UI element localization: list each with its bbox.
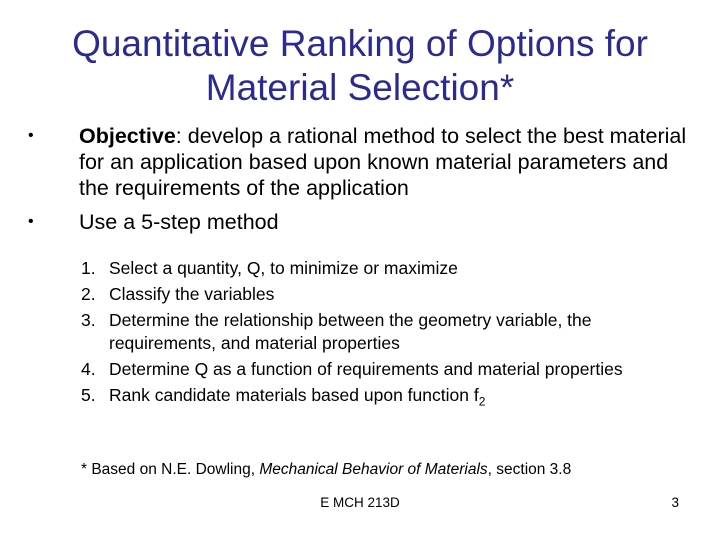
step-subscript: 2	[478, 394, 486, 409]
footnote-prefix: * Based on N.E. Dowling,	[81, 461, 260, 478]
bullet-marker: •	[28, 127, 34, 144]
course-footer: E MCH 213D	[320, 495, 400, 510]
step-text: Determine the relationship between the geometry variable, the requirements, and material properties	[109, 310, 592, 353]
step-item	[81, 309, 691, 355]
step-item	[81, 283, 691, 306]
footnote-suffix: , section 3.8	[487, 461, 572, 478]
step-number: 3.	[81, 310, 96, 330]
objective-label: Objective	[79, 124, 176, 148]
step-text: Select a quantity, Q, to minimize or maximize	[109, 258, 458, 278]
bullet-method	[28, 209, 688, 235]
step-item	[81, 358, 691, 381]
footnote	[81, 460, 571, 480]
title-line-2: Material Selection*	[205, 67, 515, 108]
method-text: Use a 5-step method	[79, 210, 279, 234]
step-number: 4.	[81, 359, 96, 379]
title-line-1: Quantitative Ranking of Options for	[72, 23, 648, 64]
step-number: 5.	[81, 385, 96, 405]
bullet-list	[28, 123, 688, 243]
step-number: 2.	[81, 284, 96, 304]
step-text: Classify the variables	[109, 284, 275, 304]
step-text: Determine Q as a function of requirements and material properties	[109, 359, 623, 379]
footnote-book-title: Mechanical Behavior of Materials	[259, 461, 488, 478]
step-item	[81, 384, 691, 414]
step-text: Rank candidate materials based upon function f	[109, 385, 479, 405]
bullet-objective	[28, 123, 688, 201]
step-item	[81, 257, 691, 280]
slide-title	[0, 22, 720, 110]
bullet-marker: •	[28, 213, 34, 230]
page-number: 3	[671, 495, 679, 510]
step-list	[81, 257, 691, 417]
objective-text: : develop a rational method to select the best material for an application based upon known material parameters and the requirements of the application	[79, 124, 687, 200]
step-number: 1.	[81, 258, 96, 278]
